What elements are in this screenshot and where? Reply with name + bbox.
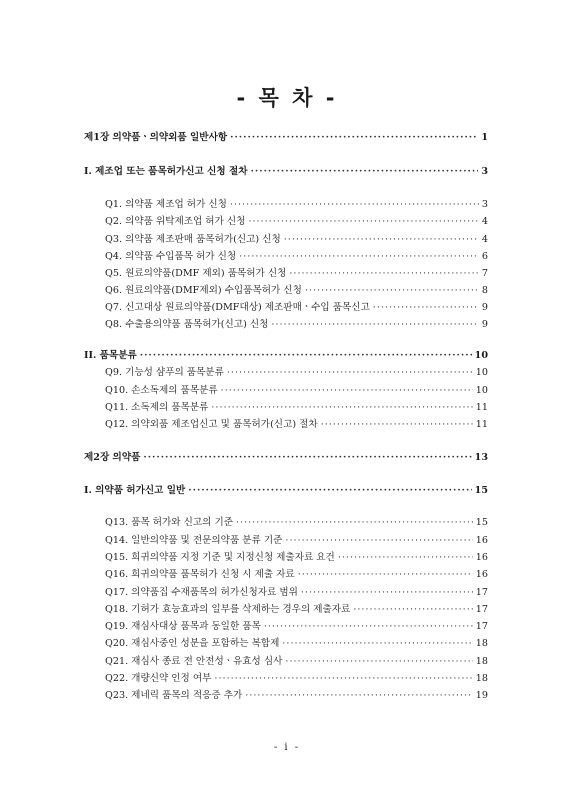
toc-label: I. 의약품 허가신고 일반 [84,485,186,496]
toc-page-number: 9 [481,319,488,330]
toc-item-q2[interactable] [105,216,488,228]
toc-label: Q8. 수출용의약품 품목허가(신고) 신청 [105,319,269,330]
toc-item-q21[interactable] [105,656,488,668]
toc-leader [188,485,471,497]
toc-page-number: 18 [475,656,488,667]
toc-leader [271,319,478,331]
toc-item-q3[interactable] [105,234,488,246]
toc-leader [230,132,478,144]
toc-label: Q17. 의약품집 수재품목의 허가신청자료 범위 [105,587,298,598]
toc-leader [236,517,473,529]
toc-page-number: 17 [475,604,488,615]
toc-leader [214,673,472,685]
toc-item-q23[interactable] [105,690,488,702]
toc-page-number: 16 [475,552,488,563]
toc-item-q19[interactable] [105,621,488,633]
toc-leader [251,166,479,178]
toc-label: Q7. 신고대상 원료의약품(DMF대상) 제조판매ㆍ수입 품목신고 [105,302,370,313]
toc-label: Q6. 원료의약품(DMF제외) 수입품목허가 신청 [105,285,302,296]
toc-chapter-1[interactable] [84,132,488,144]
toc-page-number: 1 [481,132,488,143]
toc-label: Q3. 의약품 제조판매 품목허가(신고) 신청 [105,234,281,245]
toc-leader [264,621,473,633]
toc-label: Q2. 의약품 위탁제조업 허가 신청 [105,216,246,227]
toc-page-number: 16 [475,569,488,580]
toc-leader [227,367,473,379]
toc-leader [230,199,479,211]
toc-item-q18[interactable] [105,604,488,616]
toc-item-q5[interactable] [105,268,488,280]
toc-leader [373,302,479,314]
toc-item-q4[interactable] [105,251,488,263]
toc-page-number: 9 [481,302,488,313]
toc-label: Q12. 의약외품 제조업신고 및 품목허가(신고) 절차 [105,419,318,430]
toc-label: Q16. 희귀의약품 품목허가 신청 시 제출 자료 [105,569,295,580]
toc-page-number: 10 [475,367,488,378]
toc-item-q8[interactable] [105,319,488,331]
toc-page-number: 7 [481,268,488,279]
toc-label: Q18. 기허가 효능효과의 일부를 삭제하는 경우의 제출자료 [105,604,351,615]
toc-page-number: 17 [475,621,488,632]
toc-item-q10[interactable] [105,385,488,397]
toc-page-number: 11 [475,402,488,413]
toc-leader [305,285,479,297]
toc-page-number: 19 [475,690,488,701]
toc-item-q11[interactable] [105,402,488,414]
toc-page-number: 4 [481,216,488,227]
toc-leader [301,587,473,599]
toc-label: Q13. 품목 허가와 신고의 기준 [105,517,233,528]
toc-label: Q5. 원료의약품(DMF 제외) 품목허가 신청 [105,268,287,279]
toc-page-number: 15 [475,517,488,528]
toc-label: Q14. 일반의약품 및 전문의약품 분류 기준 [105,535,283,546]
toc-title: - 목 차 - [236,86,338,110]
toc-item-q20[interactable] [105,638,488,650]
toc-item-q22[interactable] [105,673,488,685]
toc-leader [284,234,479,246]
toc-item-q9[interactable] [105,367,488,379]
toc-leader [321,419,473,431]
toc-section-1[interactable] [84,166,488,178]
page-number-footer: - i - [273,742,301,753]
toc-label: Q9. 기능성 샴푸의 품목분류 [105,367,224,378]
toc-label: Q19. 재심사대상 품목과 동일한 품목 [105,621,261,632]
toc-item-q6[interactable] [105,285,488,297]
toc-label: Q1. 의약품 제조업 허가 신청 [105,199,227,210]
toc-page-number: 8 [481,285,488,296]
toc-item-q17[interactable] [105,587,488,599]
toc-leader [338,552,473,564]
toc-leader [285,535,472,547]
toc-leader [239,251,479,263]
toc-label: 제2장 의약품 [84,452,141,463]
toc-leader [353,604,472,616]
toc-item-q14[interactable] [105,535,488,547]
toc-page-number: 3 [481,166,488,177]
toc-page-number: 10 [475,385,488,396]
toc-leader [282,638,472,650]
toc-page-number: 4 [481,234,488,245]
toc-item-q12[interactable] [105,419,488,431]
toc-section-2[interactable] [84,350,488,362]
toc-page-number: 17 [475,587,488,598]
toc-item-q15[interactable] [105,552,488,564]
toc-page-number: 16 [475,535,488,546]
toc-page-number: 11 [475,419,488,430]
toc-label: Q15. 희귀의약품 지정 기준 및 지정신청 제출자료 요건 [105,552,335,563]
toc-leader [289,268,479,280]
toc-leader [140,350,472,362]
toc-label: 제1장 의약품ㆍ의약외품 일반사항 [84,132,228,143]
toc-leader [221,385,473,397]
toc-label: II. 품목분류 [84,350,137,361]
toc-label: Q20. 재심사중인 성분을 포함하는 복합제 [105,638,280,649]
toc-item-q16[interactable] [105,569,488,581]
toc-label: Q4. 의약품 수입품목 허가 신청 [105,251,237,262]
toc-item-q13[interactable] [105,517,488,529]
toc-page-number: 10 [474,350,488,361]
toc-label: Q21. 재심사 종료 전 안전성ㆍ유효성 심사 [105,656,283,667]
toc-label: Q23. 제네릭 품목의 적응증 추가 [105,690,243,701]
toc-page-number: 6 [481,251,488,262]
toc-label: Q10. 손소독제의 품목분류 [105,385,218,396]
toc-page-number: 13 [474,452,488,463]
toc-leader [285,656,472,668]
toc-label: Q22. 개량신약 인정 여부 [105,673,212,684]
toc-label: Q11. 소독제의 품목분류 [105,402,209,413]
toc-item-q7[interactable] [105,302,488,314]
toc-item-q1[interactable] [105,199,488,211]
toc-leader [248,216,478,228]
toc-page-number: 3 [481,199,488,210]
toc-label: I. 제조업 또는 품목허가신고 신청 절차 [84,166,248,177]
toc-section-1-ch2[interactable] [84,485,488,497]
toc-page-number: 15 [474,485,488,496]
toc-page-number: 18 [475,638,488,649]
toc-leader [143,452,471,464]
toc-page-number: 18 [475,673,488,684]
toc-chapter-2[interactable] [84,452,488,464]
toc-leader [298,569,473,581]
toc-leader [211,402,472,414]
toc-leader [245,690,473,702]
